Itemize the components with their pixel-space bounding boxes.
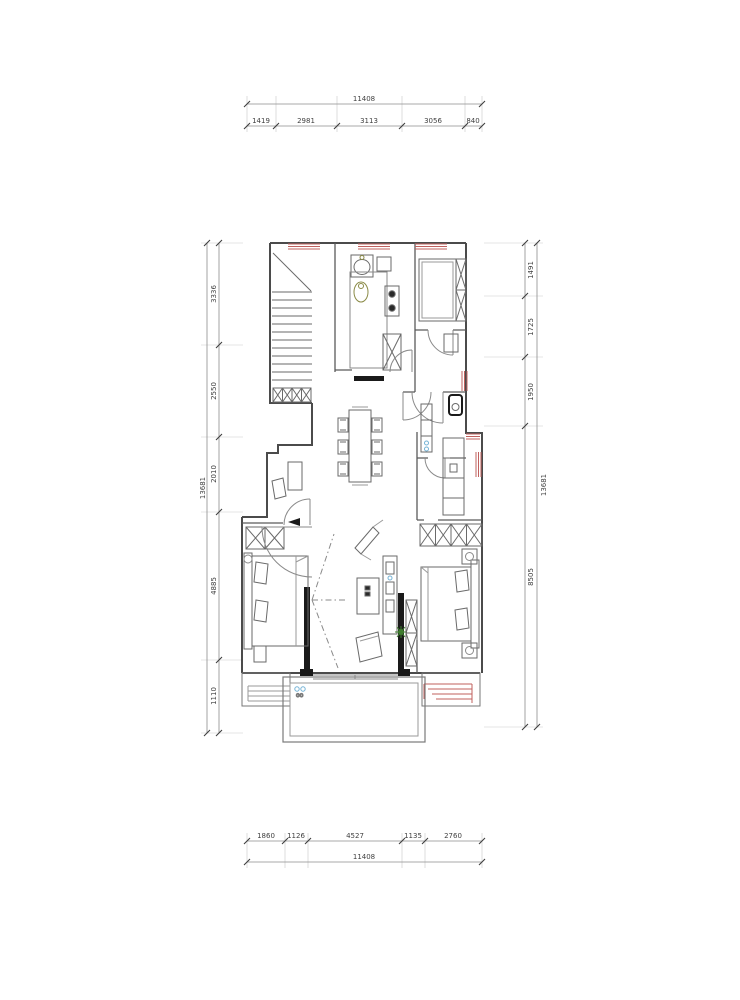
dim-right-seg-1: 1491 (527, 261, 535, 279)
dim-left-seg-1: 3336 (210, 285, 218, 303)
fridge-icon (383, 334, 401, 370)
bedroom-right (406, 524, 482, 666)
dim-left-seg-2: 2550 (210, 382, 218, 400)
extension-lines (201, 96, 543, 868)
bed-right (421, 560, 479, 648)
vanity (421, 404, 432, 452)
dim-bottom-seg-1: 1860 (257, 832, 275, 840)
dim-left-seg-4: 4885 (210, 577, 218, 595)
tv-cabinet (383, 556, 397, 634)
pillow (254, 562, 268, 584)
pillow (455, 608, 469, 630)
chair-icon (272, 478, 286, 499)
living-area (312, 520, 407, 668)
staircase (272, 253, 312, 402)
counter-box (377, 257, 391, 271)
dim-bottom-seg-3: 4527 (346, 832, 364, 840)
headboard (244, 553, 252, 649)
nightstand-top (462, 549, 477, 564)
dim-top-total: 11408 (352, 95, 376, 103)
pillow (254, 600, 268, 622)
dim-top-seg-2: 2981 (297, 117, 315, 125)
dim-left-seg-3: 2010 (210, 465, 218, 483)
tv-icon (355, 527, 379, 554)
balcony-mark-text: oo (296, 692, 304, 699)
bed-left (244, 553, 308, 649)
bedroom-left (244, 527, 312, 662)
study-room (272, 462, 310, 526)
hall-cabinet (443, 438, 464, 515)
coffee-table (357, 578, 379, 614)
pillow (455, 570, 469, 592)
utility-room-top-right (419, 259, 466, 355)
bathroom-right-door (425, 458, 445, 478)
dim-bottom-total: 11408 (352, 853, 376, 861)
dim-bottom-seg-5: 2760 (444, 832, 462, 840)
window-top-1 (288, 244, 320, 249)
solid-wall-fills (300, 376, 410, 676)
nightstand-bottom (462, 643, 477, 658)
dimension-chain-bottom (244, 832, 485, 865)
dim-right-seg-4: 8505 (527, 568, 535, 586)
dim-right-seg-3: 1950 (527, 383, 535, 401)
wardrobe-x-right-side (406, 600, 417, 666)
bedside-lamp-icon (244, 555, 252, 563)
guide-dash-lines (312, 534, 346, 668)
window-top-3 (415, 244, 447, 249)
armchair (356, 632, 382, 662)
window-steps-bottom-right (424, 684, 472, 703)
balcony (283, 675, 425, 742)
bench (254, 646, 266, 662)
shower-box (419, 259, 456, 321)
dimension-chain-top (244, 95, 485, 129)
nightstand-box (444, 334, 458, 352)
dim-right-seg-2: 1725 (527, 318, 535, 336)
stair-diagonal (273, 253, 311, 291)
side-cabinet-x (456, 259, 466, 321)
dim-top-seg-3: 3113 (360, 117, 378, 125)
dim-top-seg-5: 840 (466, 117, 480, 125)
dim-top-seg-1: 1419 (252, 117, 270, 125)
hallway-doors (403, 392, 443, 423)
dimension-chain-left (199, 240, 222, 736)
bedroom-left-door (262, 527, 312, 577)
dimension-chain-right (522, 240, 548, 730)
window-right-3 (476, 452, 481, 477)
dim-bottom-seg-2: 1126 (287, 832, 305, 840)
toilet-icon (449, 395, 462, 415)
dim-top-seg-4: 3056 (424, 117, 442, 125)
dim-left-total: 13681 (199, 476, 207, 500)
dining-chairs (338, 418, 382, 476)
dining-table-set (338, 407, 382, 485)
stair-storage-x-boxes (273, 388, 311, 402)
dim-bottom-seg-4: 1135 (404, 832, 422, 840)
bathroom-kitchen-top (350, 255, 412, 372)
toilet-icon (354, 282, 368, 302)
door-swing-arrow (288, 518, 300, 526)
headboard (471, 560, 479, 648)
desk-icon (288, 462, 302, 490)
dim-left-seg-5: 1110 (210, 687, 218, 705)
window-right-2 (466, 434, 480, 439)
wardrobe-x-right-top (420, 524, 482, 546)
dim-right-total: 13681 (540, 473, 548, 497)
window-top-2 (358, 244, 390, 249)
